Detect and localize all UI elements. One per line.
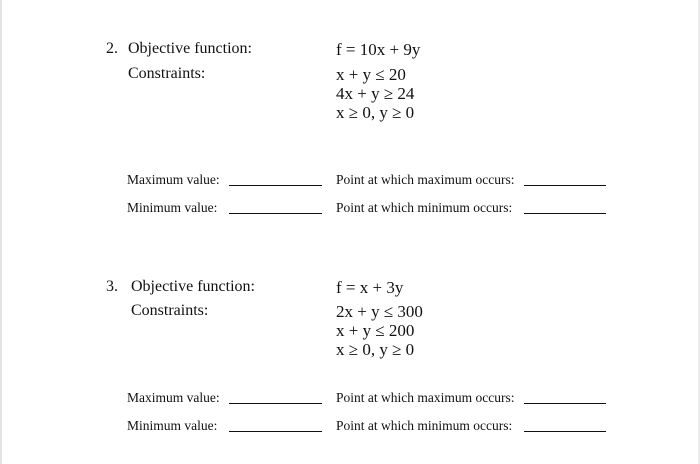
maximum-value-label: Maximum value:: [127, 390, 220, 405]
min-point-blank[interactable]: [524, 213, 606, 214]
objective-function-label: Objective function:: [131, 278, 255, 295]
min-point-blank[interactable]: [524, 431, 606, 432]
constraint-3: x ≥ 0, y ≥ 0: [336, 103, 415, 122]
maximum-value-label: Maximum value:: [127, 172, 220, 187]
max-point-blank[interactable]: [524, 185, 606, 186]
constraints-label: Constraints:: [131, 302, 209, 319]
maximum-value-blank[interactable]: [229, 403, 322, 404]
objective-function: f = 10x + 9y: [336, 40, 421, 59]
constraint-2: 4x + y ≥ 24: [336, 84, 415, 103]
minimum-value-blank[interactable]: [229, 431, 322, 432]
min-point-label: Point at which minimum occurs:: [336, 200, 513, 215]
problem-number: 2.: [106, 40, 118, 57]
minimum-value-blank[interactable]: [229, 213, 322, 214]
objective-function: f = x + 3y: [336, 278, 404, 297]
objective-function-label: Objective function:: [128, 40, 252, 57]
max-point-label: Point at which maximum occurs:: [336, 390, 515, 405]
constraint-1: 2x + y ≤ 300: [336, 302, 423, 321]
page-edge-left: [0, 0, 2, 464]
constraint-1: x + y ≤ 20: [336, 65, 406, 84]
min-point-label: Point at which minimum occurs:: [336, 418, 513, 433]
minimum-value-label: Minimum value:: [127, 200, 218, 215]
constraint-3: x ≥ 0, y ≥ 0: [336, 340, 415, 359]
max-point-blank[interactable]: [524, 403, 606, 404]
minimum-value-label: Minimum value:: [127, 418, 218, 433]
constraints-label: Constraints:: [128, 65, 206, 82]
constraint-2: x + y ≤ 200: [336, 321, 415, 340]
maximum-value-blank[interactable]: [229, 185, 322, 186]
problem-number: 3.: [106, 278, 118, 295]
max-point-label: Point at which maximum occurs:: [336, 172, 515, 187]
